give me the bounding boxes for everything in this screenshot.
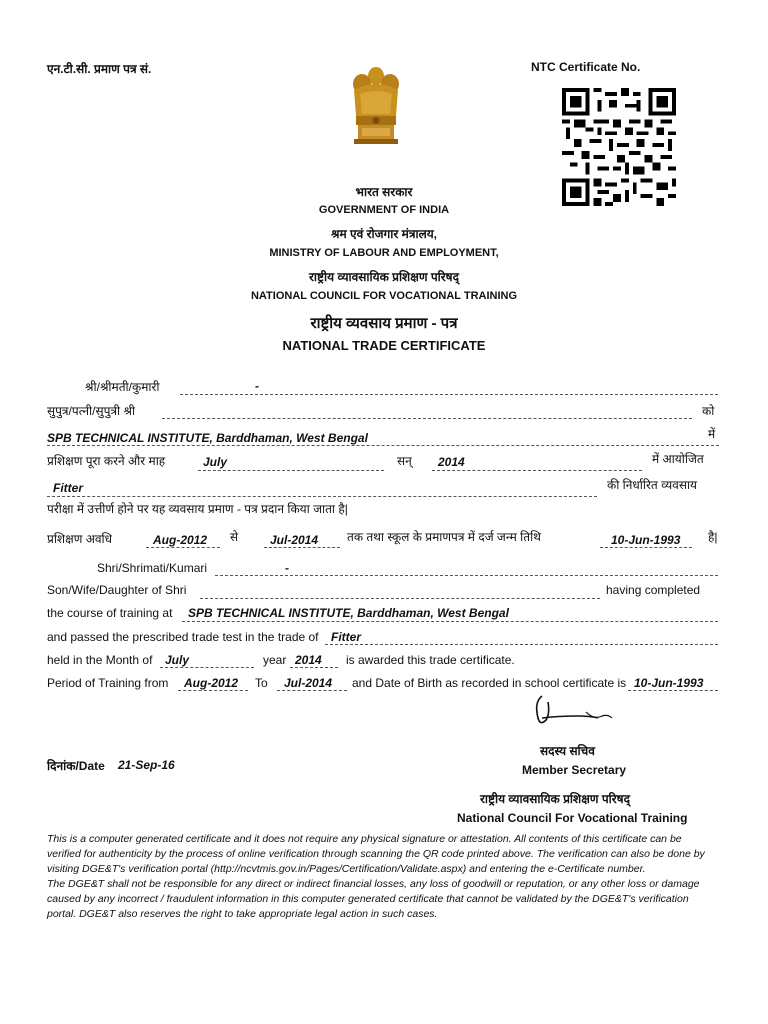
hindi-to-value: Jul-2014 [270,533,319,547]
english-month-label: held in the Month of [47,653,153,667]
gov-hindi: भारत सरकार [355,185,413,199]
english-year-line [290,667,338,668]
hindi-to-line [264,547,340,548]
english-to-label: To [255,676,268,690]
note-line: caused by any incorrect / fraudulent information in this computer generated certificate that cannot be validated by the DGE&T's verification [47,893,689,905]
hindi-month-value: July [203,455,228,469]
hindi-san: सन् [397,454,412,468]
note-line: visiting DGE&T's verification portal (http://ncvtmis.gov.in/Pages/Certification/Validate.aspx) and entering the e-Certificate number. [47,863,646,875]
hindi-trade-value: Fitter [53,481,83,495]
hindi-month-label: प्रशिक्षण पूरा करने और माह [47,454,166,468]
hindi-year-value: 2014 [438,455,465,469]
cert-no-english-label: NTC Certificate No. [531,60,641,74]
hindi-month-line [198,470,384,471]
hindi-nirdharit: की निर्धारित व्यवसाय [607,478,698,492]
hindi-dob-line [600,547,692,548]
date-label: दिनांक/Date [47,759,105,773]
english-dob-line [628,690,718,691]
english-dob-value: 10-Jun-1993 [634,676,704,690]
hindi-dob-label: तक तथा स्कूल के प्रमाणपत्र में दर्ज जन्म तिथि [347,530,541,544]
secretary-english: Member Secretary [522,763,627,777]
note-line: The DGE&T shall not be responsible for any direct or indirect financial losses, any loss of goodwill or reputation, or any other loss or damage [47,878,700,890]
hindi-dob-value: 10-Jun-1993 [611,533,681,547]
english-from-value: Aug-2012 [184,676,239,690]
certificate-title-english: NATIONAL TRADE CERTIFICATE [282,338,486,353]
english-relation-line [200,598,600,599]
hindi-hai: है| [708,530,718,544]
english-from-line [178,690,248,691]
hindi-relation-line [162,418,692,419]
hindi-name-value: - [255,379,259,393]
certificate-title-hindi: राष्ट्रीय व्यवसाय प्रमाण - पत्र [310,315,458,332]
hindi-award-text: परीक्षा में उत्तीर्ण होने पर यह व्यवसाय प्रमाण - पत्र प्रदान किया जाता है| [47,502,348,516]
english-name-value: - [285,561,289,575]
english-relation-label: Son/Wife/Daughter of Shri [47,583,187,597]
english-institute-value: SPB TECHNICAL INSTITUTE, Barddhaman, West Bengal [188,606,509,620]
hindi-se: से [230,530,239,544]
hindi-trade-line [47,496,597,497]
english-trade-line [325,644,718,645]
hindi-institute-line [47,445,719,446]
note-line: portal. DGE&T also reserves the right to take appropriate legal action in such cases. [47,908,438,920]
signature-icon [528,692,618,732]
secretary-hindi: सदस्य सचिव [540,744,595,758]
hindi-name-line [180,394,718,395]
hindi-name-label: श्री/श्रीमती/कुमारी [85,380,160,394]
hindi-year-line [432,470,642,471]
english-trade-label: and passed the prescribed trade test in the trade of [47,630,319,644]
english-dob-label: and Date of Birth as recorded in school certificate is [352,676,627,690]
english-year-label: year [263,653,287,667]
council-english: NATIONAL COUNCIL FOR VOCATIONAL TRAINING [250,290,518,302]
gov-english: GOVERNMENT OF INDIA [318,204,450,216]
hindi-period-label: प्रशिक्षण अवधि [47,532,113,546]
hindi-mein: में [708,427,716,441]
english-awarded-text: is awarded this trade certificate. [346,653,515,667]
english-trade-value: Fitter [331,630,361,644]
english-month-line [160,667,254,668]
hindi-ayojit: में आयोजित [652,452,704,466]
footer-council-hindi: राष्ट्रीय व्यावसायिक प्रशिक्षण परिषद् [480,792,630,806]
english-institute-line [182,621,718,622]
footer-council-english: National Council For Vocational Training [457,811,688,825]
council-hindi: राष्ट्रीय व्यावसायिक प्रशिक्षण परिषद् [309,270,459,284]
note-line: This is a computer generated certificate and it does not require any physical signature or attestation. All contents of this certificate can be [47,833,682,845]
english-period-label: Period of Training from [47,676,169,690]
disclaimer-note [47,832,737,922]
english-month-value: July [165,653,190,667]
english-name-line [215,575,718,576]
hindi-from-line [146,547,220,548]
english-year-value: 2014 [295,653,322,667]
hindi-relation-label: सुपुत्र/पत्नी/सुपुत्री श्री [47,404,136,418]
date-value: 21-Sep-16 [118,758,175,772]
english-course-label: the course of training at [47,606,173,620]
english-name-label: Shri/Shrimati/Kumari [97,561,208,575]
english-to-value: Jul-2014 [284,676,333,690]
english-having-completed: having completed [606,583,701,597]
hindi-institute-value: SPB TECHNICAL INSTITUTE, Barddhaman, West Bengal [47,431,368,445]
hindi-from-value: Aug-2012 [153,533,208,547]
ministry-hindi: श्रम एवं रोजगार मंत्रालय, [330,227,437,241]
hindi-ko: को [702,404,715,418]
national-emblem-icon [346,64,406,146]
note-line: verified for authenticity by the process of online verification through scanning the QR code printed above. The verification can also be done by [47,848,705,860]
english-to-line [277,690,347,691]
cert-no-hindi-label: एन.टी.सी. प्रमाण पत्र सं. [47,62,152,76]
ministry-english: MINISTRY OF LABOUR AND EMPLOYMENT, [269,247,499,259]
